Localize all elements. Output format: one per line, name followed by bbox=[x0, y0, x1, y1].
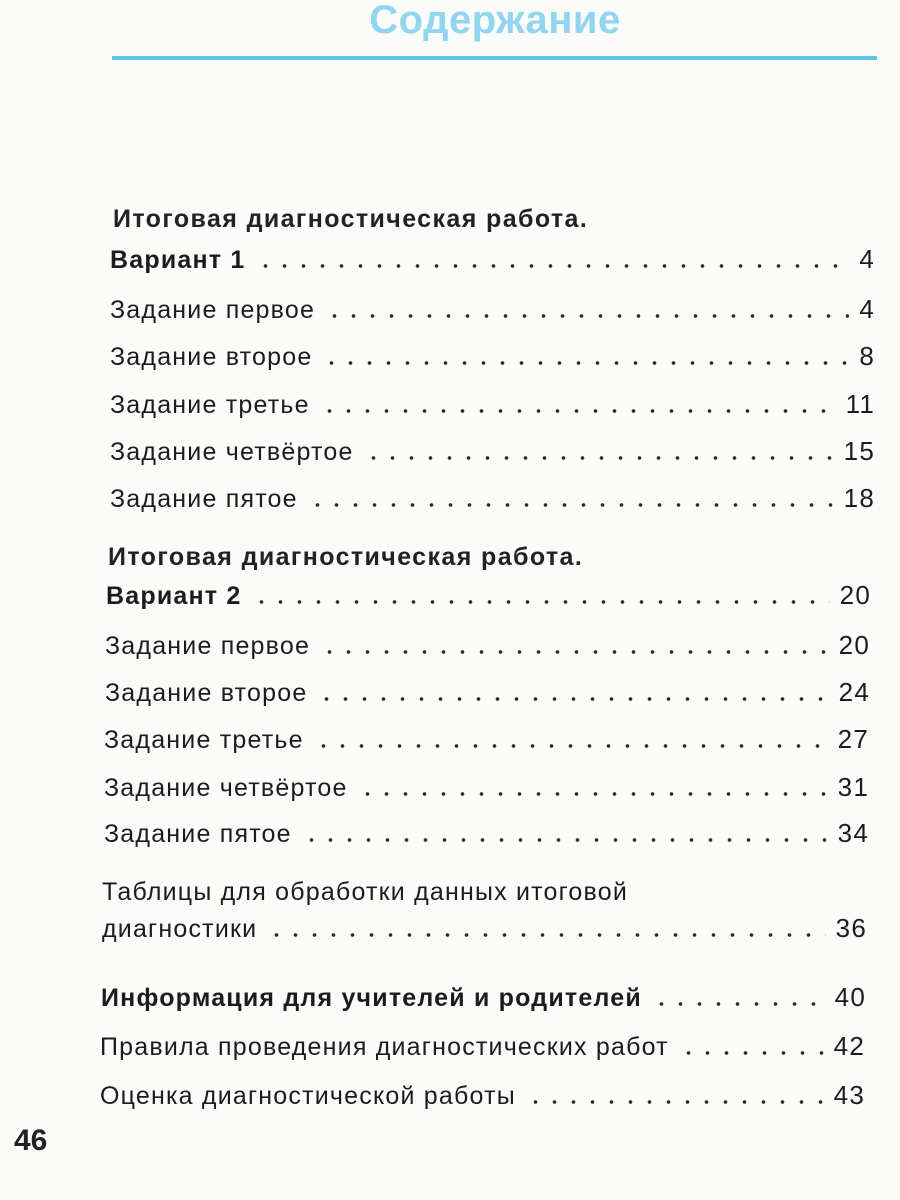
toc-entry-info[interactable] bbox=[101, 982, 866, 1013]
dot-leader bbox=[314, 743, 828, 749]
toc-entry-label: Задание второе bbox=[105, 679, 308, 707]
toc-entry[interactable] bbox=[105, 677, 870, 708]
dot-leader bbox=[256, 263, 850, 269]
toc-entry-label: Задание третье bbox=[110, 391, 310, 419]
toc-entry-label: Задание пятое bbox=[104, 820, 292, 848]
toc-entry[interactable] bbox=[104, 724, 869, 755]
page-title: Содержание bbox=[369, 0, 621, 42]
toc-entry-label: Задание третье bbox=[104, 726, 304, 754]
dot-leader bbox=[652, 1001, 825, 1007]
toc-entry-label: Задание пятое bbox=[110, 485, 298, 513]
toc-entry-page: 42 bbox=[833, 1031, 865, 1061]
toc-entry-page: 20 bbox=[839, 580, 871, 610]
toc-entry-page: 27 bbox=[837, 724, 869, 754]
toc-entry[interactable] bbox=[110, 294, 875, 325]
toc-entry-label: Задание четвёртое bbox=[110, 438, 354, 466]
toc-entry[interactable] bbox=[110, 389, 875, 420]
section-2-heading: Итоговая диагностическая работа. bbox=[108, 543, 584, 571]
toc-entry[interactable] bbox=[104, 818, 869, 849]
page-number: 46 bbox=[14, 1124, 48, 1157]
toc-entry-page: 31 bbox=[837, 772, 869, 802]
toc-entry-tables[interactable] bbox=[102, 913, 867, 944]
toc-entry-page: 15 bbox=[843, 436, 875, 466]
toc-entry-label: Задание первое bbox=[105, 632, 311, 660]
toc-entry-page: 20 bbox=[838, 630, 870, 660]
toc-entry-page: 43 bbox=[833, 1080, 865, 1110]
toc-entry-label: Задание четвёртое bbox=[104, 774, 348, 802]
dot-leader bbox=[322, 360, 849, 366]
dot-leader bbox=[325, 313, 849, 319]
toc-entry-variant-1[interactable] bbox=[110, 244, 875, 275]
toc-entry[interactable] bbox=[110, 483, 875, 514]
toc-entry-label: диагностики bbox=[102, 915, 258, 943]
toc-entry[interactable] bbox=[105, 630, 870, 661]
section-1-heading: Итоговая диагностическая работа. bbox=[113, 205, 589, 233]
dot-leader bbox=[302, 837, 828, 843]
toc-entry[interactable] bbox=[110, 436, 875, 467]
dot-leader bbox=[308, 502, 834, 508]
toc-entry-page: 8 bbox=[859, 341, 875, 371]
toc-entry[interactable] bbox=[104, 772, 869, 803]
toc-entry-page: 40 bbox=[834, 982, 866, 1012]
toc-entry-page: 4 bbox=[859, 294, 875, 324]
toc-entry-evaluation[interactable] bbox=[100, 1080, 865, 1111]
dot-leader bbox=[526, 1099, 824, 1105]
toc-entry-label: Информация для учителей и родителей bbox=[101, 984, 642, 1012]
toc-entry-label: Оценка диагностической работы bbox=[100, 1082, 516, 1110]
toc-entry-label: Задание второе bbox=[110, 343, 313, 371]
tables-entry-line1: Таблицы для обработки данных итоговой bbox=[102, 878, 628, 906]
toc-entry-label: Вариант 2 bbox=[106, 582, 242, 610]
toc-entry-label: Правила проведения диагностических работ bbox=[100, 1033, 669, 1061]
toc-entry-page: 24 bbox=[838, 677, 870, 707]
dot-leader bbox=[267, 932, 825, 938]
toc-entry-label: Задание первое bbox=[110, 296, 316, 324]
dot-leader bbox=[320, 649, 829, 655]
dot-leader bbox=[679, 1050, 824, 1056]
dot-leader bbox=[320, 408, 836, 414]
toc-entry-page: 18 bbox=[843, 483, 875, 513]
toc-entry[interactable] bbox=[110, 341, 875, 372]
dot-leader bbox=[364, 455, 834, 461]
toc-entry-page: 36 bbox=[835, 913, 867, 943]
dot-leader bbox=[317, 696, 828, 702]
dot-leader bbox=[358, 791, 828, 797]
dot-leader bbox=[252, 599, 830, 605]
toc-entry-variant-2[interactable] bbox=[106, 580, 871, 611]
toc-entry-rules[interactable] bbox=[100, 1031, 865, 1062]
toc-entry-page: 4 bbox=[859, 244, 875, 274]
toc-entry-page: 11 bbox=[845, 389, 875, 419]
toc-entry-label: Вариант 1 bbox=[110, 246, 246, 274]
toc-entry-page: 34 bbox=[837, 818, 869, 848]
